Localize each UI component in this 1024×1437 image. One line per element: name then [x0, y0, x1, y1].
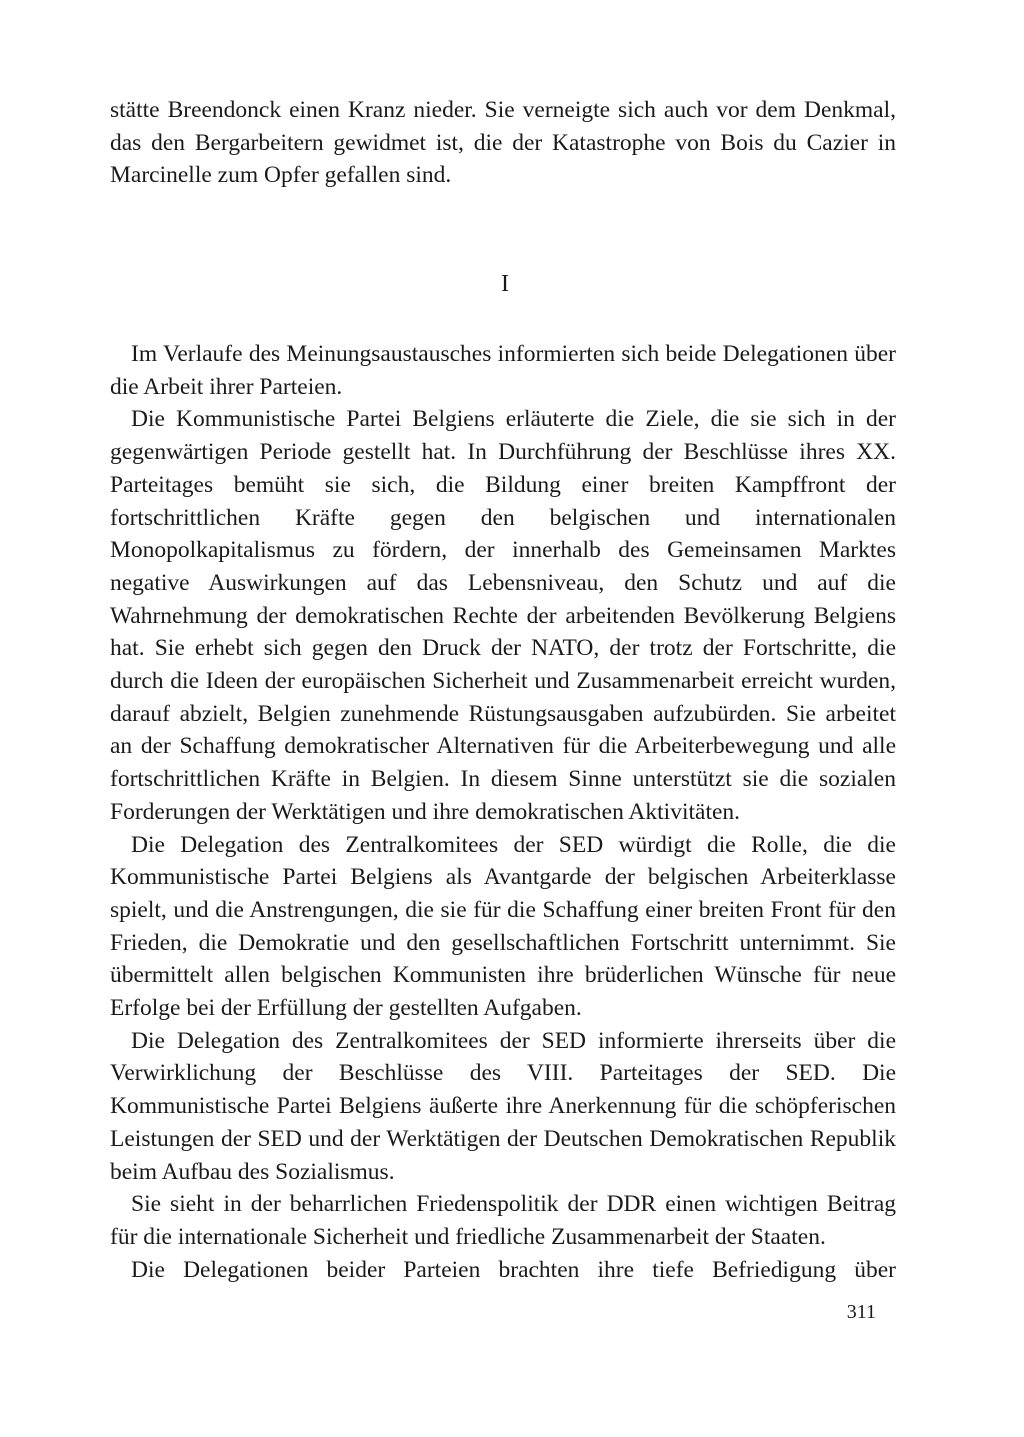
intro-text — [110, 94, 896, 192]
paragraph-last: Die Delegationen beider Parteien brachten ihre tiefe Befriedigung über — [131, 1256, 896, 1283]
paragraph: Im Verlaufe des Meinungsaustausches informierten sich beide Delegationen über die Arbeit ihrer Parteien. — [110, 341, 896, 400]
page-number: 311 — [846, 1301, 876, 1323]
paragraph: Die Delegation des Zentralkomitees der SED informierte ihrerseits über die Verwirklichung der Beschlüsse des VIII. Parteitages der SED. Die Kommunistische Partei Belgiens äußerte ihre Anerkennung für die schöpferischen Leistungen der SED und der Werktätigen der Deutschen Demokratischen Republik beim Aufbau des Sozialismus. — [110, 1027, 896, 1185]
paragraph: Die Kommunistische Partei Belgiens erläuterte die Ziele, die sie sich in der gegenwärtigen Periode gestellt hat. In Durchführung der Beschlüsse ihres XX. Parteitages bemüht sie sich, die Bildung einer breiten Kampffront der fortschrittlichen Kräfte gegen den belgischen und internationalen Monopolkapitalismus zu fördern, der innerhalb des Gemeinsamen Marktes negative Auswirkungen auf das Lebensniveau, den Schutz und auf die Wahrnehmung der demokratischen Rechte der arbeitenden Bevölkerung Belgiens hat. Sie erhebt sich gegen den Druck der NATO, der trotz der Fortschritte, die durch die Ideen der europäischen Sicherheit und Zusammenarbeit erreicht wurden, darauf abzielt, Belgien zunehmende Rüstungsausgaben aufzubürden. Sie arbeitet an der Schaffung demokratischer Alternativen für die Arbeiterbewegung und alle fortschrittlichen Kräfte in Belgien. In diesem Sinne unterstützt sie die sozialen Forderungen der Werktätigen und ihre demokratischen Aktivitäten. — [110, 406, 896, 825]
intro-paragraph: stätte Breendonck einen Kranz nieder. Sie verneigte sich auch vor dem Denkmal, das den Bergarbeitern gewidmet ist, die der Katastrophe von Bois du Cazier in Marcinelle zum Opfer gefallen sind. — [110, 97, 896, 189]
body-text — [110, 338, 896, 1286]
paragraph: Sie sieht in der beharrlichen Friedenspolitik der DDR einen wichtigen Beitrag für die internationale Sicherheit und friedliche Zusammenarbeit der Staaten. — [110, 1191, 896, 1250]
section-heading: I — [501, 271, 509, 297]
paragraph: Die Delegation des Zentralkomitees der SED würdigt die Rolle, die die Kommunistische Partei Belgiens als Avantgarde der belgischen Arbeiterklasse spielt, und die Anstrengungen, die sie für die Schaffung einer breiten Front für den Frieden, die Demokratie und den gesellschaftlichen Fortschritt unternimmt. Sie übermittelt allen belgischen Kommunisten ihre brüderlichen Wünsche für neue Erfolge bei der Erfüllung der gestellten Aufgaben. — [110, 831, 896, 1022]
